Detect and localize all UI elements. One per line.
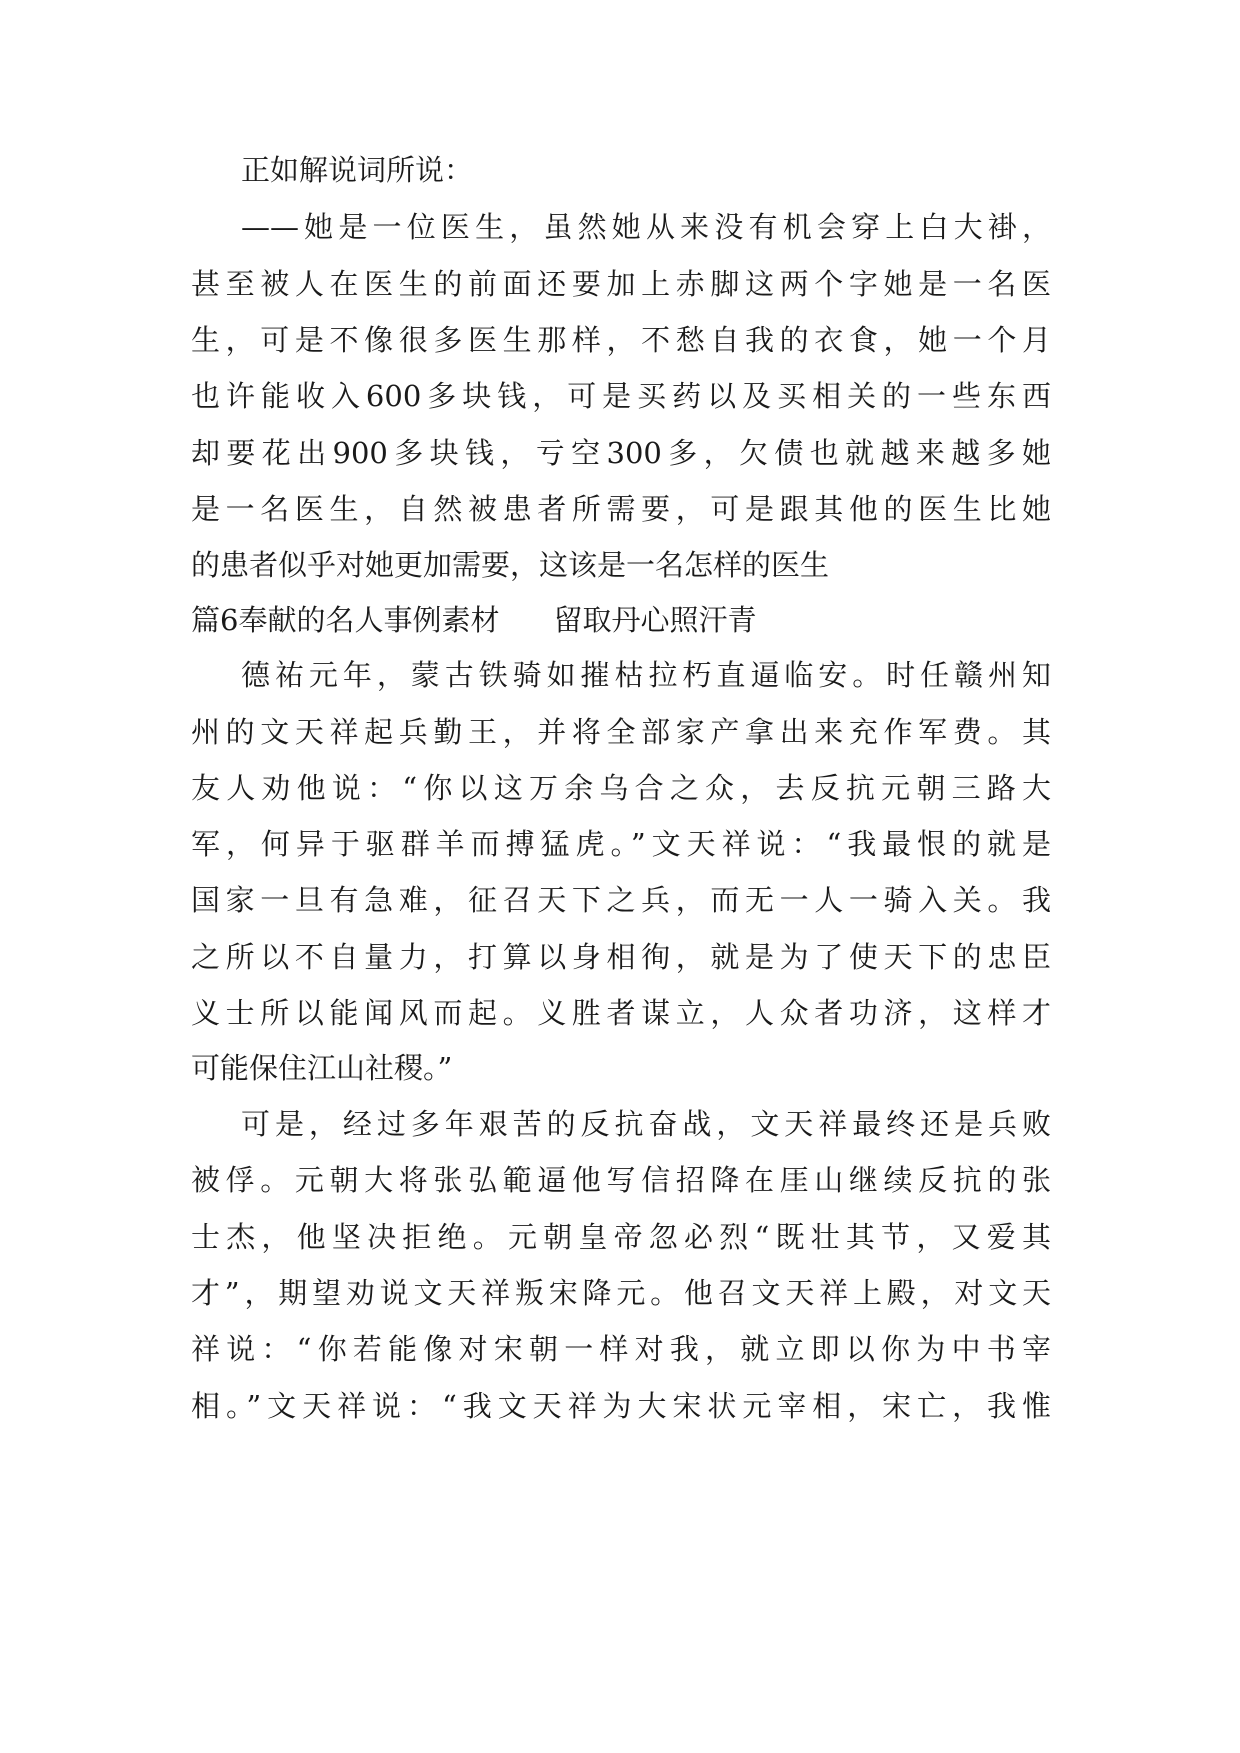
text-line: 军，何异于驱群羊而搏猛虎。”文天祥说：“我最恨的就是 <box>191 827 1051 861</box>
text-line: 相。”文天祥说：“我文天祥为大宋状元宰相，宋亡，我惟 <box>191 1389 1051 1423</box>
text-line: 是一名医生，自然被患者所需要，可是跟其他的医生比她 <box>191 492 1051 526</box>
text-line: ——她是一位医生，虽然她从来没有机会穿上白大褂， <box>241 210 1051 244</box>
text-line: 被俘。元朝大将张弘範逼他写信招降在厓山继续反抗的张 <box>191 1163 1051 1197</box>
text-line: 州的文天祥起兵勤王，并将全部家产拿出来充作军费。其 <box>191 715 1051 749</box>
text-line: 士杰，他坚决拒绝。元朝皇帝忽必烈“既壮其节，又爱其 <box>191 1220 1051 1254</box>
text-line: 也许能收入600多块钱，可是买药以及买相关的一些东西 <box>191 379 1051 413</box>
text-line: 的患者似乎对她更加需要，这该是一名怎样的医生 <box>191 548 830 582</box>
text-line: 祥说：“你若能像对宋朝一样对我，就立即以你为中书宰 <box>191 1332 1051 1366</box>
text-line: 国家一旦有急难，征召天下之兵，而无一人一骑入关。我 <box>191 883 1051 917</box>
text-line: 甚至被人在医生的前面还要加上赤脚这两个字她是一名医 <box>191 267 1051 301</box>
section-heading-title: 篇6奉献的名人事例素材 <box>191 603 500 637</box>
text-line: 义士所以能闻风而起。义胜者谋立，人众者功济，这样才 <box>191 996 1051 1030</box>
text-line: 才”，期望劝说文天祥叛宋降元。他召文天祥上殿，对文天 <box>191 1276 1051 1310</box>
text-line: 德祐元年，蒙古铁骑如摧枯拉朽直逼临安。时任赣州知 <box>241 658 1051 692</box>
text-line: 正如解说词所说： <box>241 153 474 187</box>
text-line: 之所以不自量力，打算以身相徇，就是为了使天下的忠臣 <box>191 940 1051 974</box>
section-heading <box>191 600 1051 640</box>
text-line: 可能保住江山社稷。” <box>191 1051 453 1085</box>
text-line: 友人劝他说：“你以这万余乌合之众，去反抗元朝三路大 <box>191 771 1051 805</box>
text-line: 生，可是不像很多医生那样，不愁自我的衣食，她一个月 <box>191 323 1051 357</box>
text-line: 却要花出900多块钱，亏空300多，欠债也就越来越多她 <box>191 436 1051 470</box>
text-line: 可是，经过多年艰苦的反抗奋战，文天祥最终还是兵败 <box>241 1107 1051 1141</box>
section-heading-subtitle: 留取丹心照汗青 <box>553 603 757 637</box>
